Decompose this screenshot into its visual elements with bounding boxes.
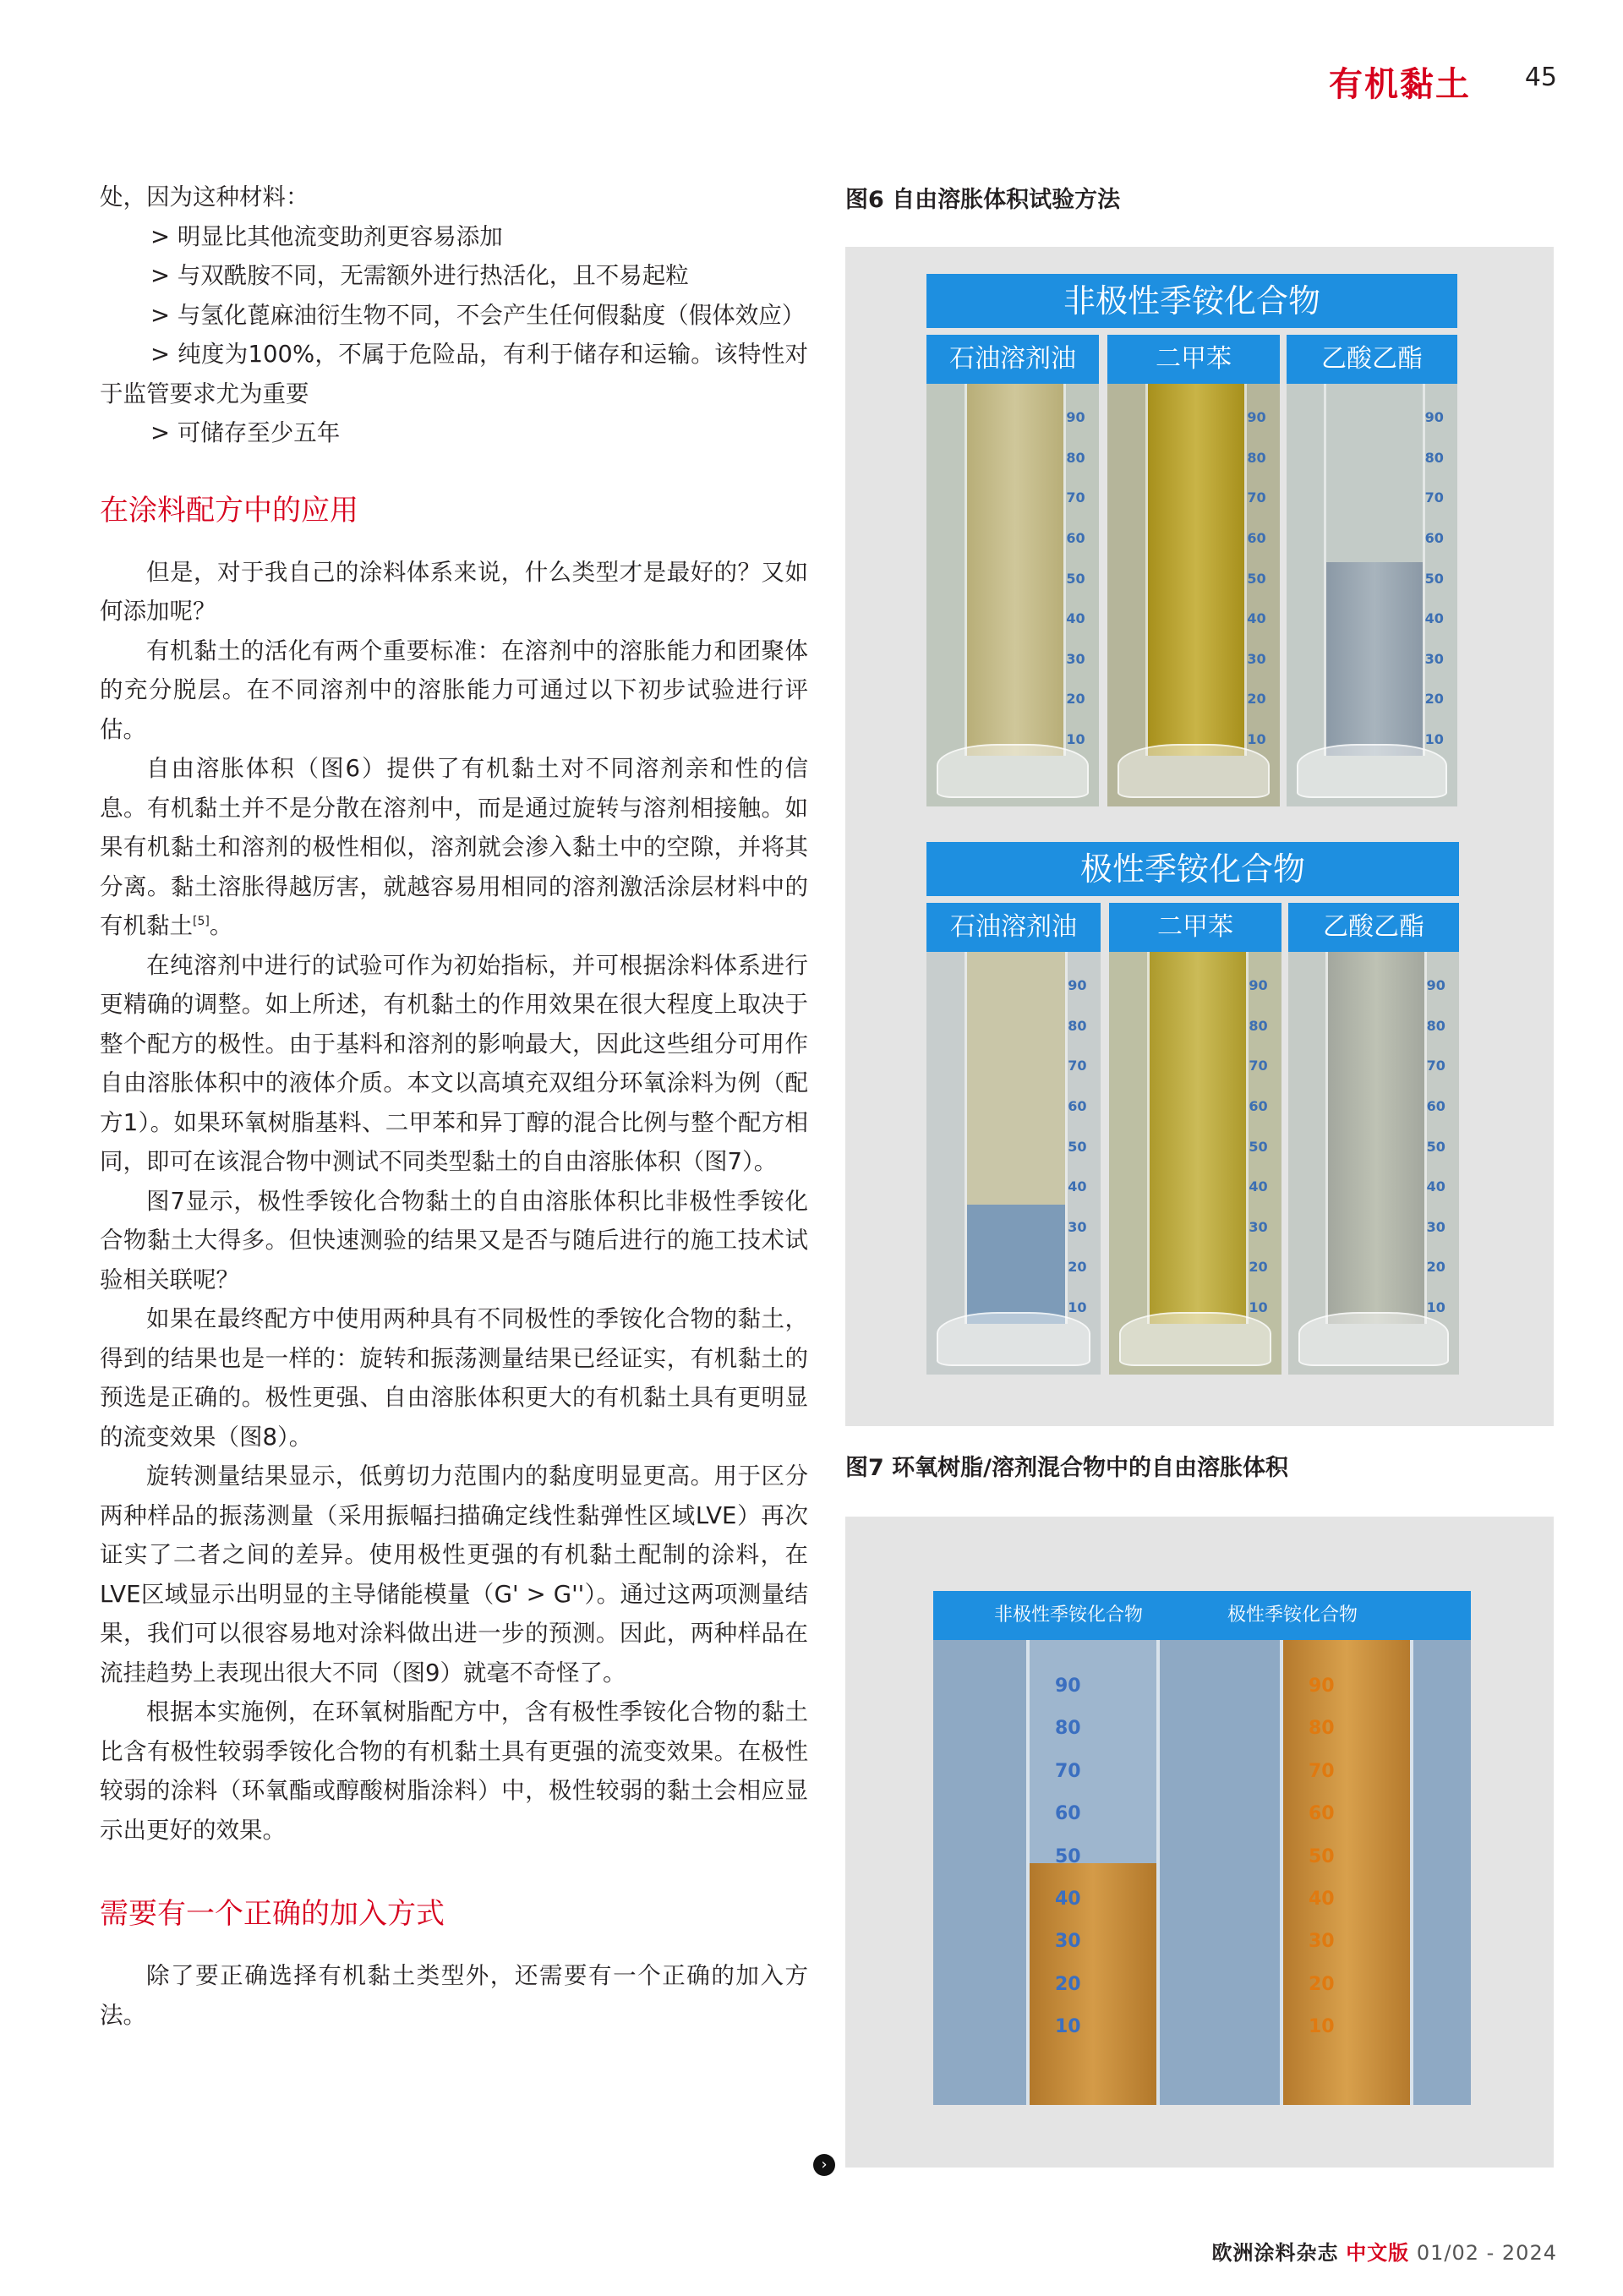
fig6-cylinder-photo: 90 80 70 60 50 40 30 20 10 bbox=[1288, 952, 1459, 1375]
footer-magazine: 欧洲涂料杂志 bbox=[1211, 2241, 1339, 2265]
paragraph: 但是，对于我自己的涂料体系来说，什么类型才是最好的？又如何添加呢？ bbox=[100, 558, 808, 625]
paragraph bbox=[100, 749, 808, 946]
reference-mark: [5] bbox=[193, 914, 210, 928]
fig6-solvent-label: 石油溶剂油 bbox=[926, 335, 1099, 384]
fig7-label: 非极性季铵化合物 bbox=[994, 1604, 1144, 1626]
paragraph: 有机黏土的活化有两个重要标准：在溶剂中的溶胀能力和团聚体的充分脱层。在不同溶剂中的溶胀能力可通过以下初步试验进行评估。 bbox=[100, 637, 808, 743]
fig6-caption: 图6 自由溶胀体积试验方法 bbox=[845, 187, 1121, 213]
body-column bbox=[100, 178, 808, 2035]
paragraph: 根据本实施例，在环氧树脂配方中，含有极性季铵化合物的黏土比含有极性较弱季铵化合物的有机黏土具有更强的流变效果。在极性较弱的涂料（环氧酯或醇酸树脂涂料）中，极性较弱的黏土会相应显示出更好的效果。 bbox=[100, 1698, 808, 1844]
fig6-solvent-label: 乙酸乙酯 bbox=[1287, 335, 1457, 384]
fig7-cylinder: 90 80 70 60 50 40 30 20 10 bbox=[1280, 1640, 1413, 2105]
section-heading-addition: 需要有一个正确的加入方式 bbox=[100, 1897, 445, 1931]
fig6-cylinder-photo: 90 80 70 60 50 40 30 20 10 bbox=[1287, 384, 1457, 806]
paragraph: 旋转测量结果显示，低剪切力范围内的黏度明显更高。用于区分两种样品的振荡测量（采用振幅扫描确定线性黏弹性区域LVE）再次证实了二者之间的差异。使用极性更强的有机黏土配制的涂料，在LVE区域显示出明显的主导储能模量（G' > G''）。通过这两项测量结果，我们可以很容易地对涂料做出进一步的预测。因此，两种样品在流挂趋势上表现出很大不同（图9）就毫不奇怪了。 bbox=[100, 1462, 808, 1686]
section-heading-application: 在涂料配方中的应用 bbox=[100, 493, 358, 528]
paragraph: 除了要正确选择有机黏土类型外，还需要有一个正确的加入方法。 bbox=[100, 1962, 808, 2029]
paragraph-text: 自由溶胀体积（图6）提供了有机黏土对不同溶剂亲和性的信息。有机黏土并不是分散在溶剂中，而是通过旋转与溶剂相接触。如果有机黏土和溶剂的极性相似，溶剂就会渗入黏土中的空隙，并将其分离。黏土溶胀得越厉害，就越容易用相同的溶剂激活涂层材料中的有机黏土 bbox=[100, 755, 808, 939]
fig7-caption: 图7 环氧树脂/溶剂混合物中的自由溶胀体积 bbox=[845, 1455, 1289, 1481]
section-title: 有机黏土 bbox=[1329, 65, 1471, 104]
fig6-group-title: 非极性季铵化合物 bbox=[926, 274, 1457, 328]
intro-line: 处，因为这种材料： bbox=[100, 183, 309, 210]
bullet-item: > 与氢化蓖麻油衍生物不同，不会产生任何假黏度（假体效应） bbox=[150, 301, 806, 329]
fig7-panel bbox=[845, 1517, 1554, 2168]
fig6-cylinder-photo: 90 80 70 60 50 40 30 20 10 bbox=[926, 384, 1099, 806]
paragraph: 在纯溶剂中进行的试验可作为初始指标，并可根据涂料体系进行更精确的调整。如上所述，有机黏土的作用效果在很大程度上取决于整个配方的极性。由于基料和溶剂的影响最大，因此这些组分可用作自由溶胀体积中的液体介质。本文以高填充双组分环氧涂料为例（配方1）。如果环氧树脂基料、二甲苯和异丁醇的混合比例与整个配方相同，即可在该混合物中测试不同类型黏土的自由溶胀体积（图7）。 bbox=[100, 951, 808, 1175]
fig6-solvent-label: 二甲苯 bbox=[1109, 903, 1281, 952]
footer bbox=[1212, 2236, 1557, 2266]
fig6-group-title: 极性季铵化合物 bbox=[926, 842, 1459, 896]
fig7-label: 极性季铵化合物 bbox=[1227, 1604, 1358, 1626]
fig7-photo bbox=[933, 1591, 1471, 2105]
fig6-solvent-label: 二甲苯 bbox=[1107, 335, 1280, 384]
fig6-solvent-label: 乙酸乙酯 bbox=[1288, 903, 1459, 952]
fig6-cylinder-photo: 90 80 70 60 50 40 30 20 10 bbox=[1107, 384, 1280, 806]
page-number: 45 bbox=[1524, 63, 1557, 92]
fig7-label-bar bbox=[933, 1591, 1471, 1640]
fig6-panel bbox=[845, 247, 1554, 1426]
paragraph-end: 。 bbox=[209, 912, 233, 939]
bullet-item: > 可储存至少五年 bbox=[150, 419, 341, 446]
bullet-item: > 纯度为100%，不属于危险品，有利于储存和运输。该特性对于监管要求尤为重要 bbox=[100, 341, 808, 407]
footer-edition: 中文版 bbox=[1346, 2241, 1410, 2265]
fig6-solvent-label: 石油溶剂油 bbox=[926, 903, 1101, 952]
fig6-cylinder-photo: 90 80 70 60 50 40 30 20 10 bbox=[1109, 952, 1281, 1375]
bullet-item: > 明显比其他流变助剂更容易添加 bbox=[150, 222, 503, 250]
paragraph: 如果在最终配方中使用两种具有不同极性的季铵化合物的黏土，得到的结果也是一样的：旋转和振荡测量结果已经证实，有机黏土的预选是正确的。极性更强、自由溶胀体积更大的有机黏土具有更明显的流变效果（图8）。 bbox=[100, 1305, 808, 1451]
continue-arrow-icon: › bbox=[813, 2154, 835, 2176]
fig6-cylinder-photo: 90 80 70 60 50 40 30 20 10 bbox=[926, 952, 1101, 1375]
bullet-item: > 与双酰胺不同，无需额外进行热活化，且不易起粒 bbox=[150, 262, 689, 289]
paragraph: 图7显示，极性季铵化合物黏土的自由溶胀体积比非极性季铵化合物黏土大得多。但快速测验的结果又是否与随后进行的施工技术试验相关联呢？ bbox=[100, 1187, 808, 1293]
fig7-cylinder: 90 80 70 60 50 40 30 20 10 bbox=[1026, 1640, 1160, 2105]
footer-issue: 01/02 - 2024 bbox=[1416, 2241, 1557, 2265]
